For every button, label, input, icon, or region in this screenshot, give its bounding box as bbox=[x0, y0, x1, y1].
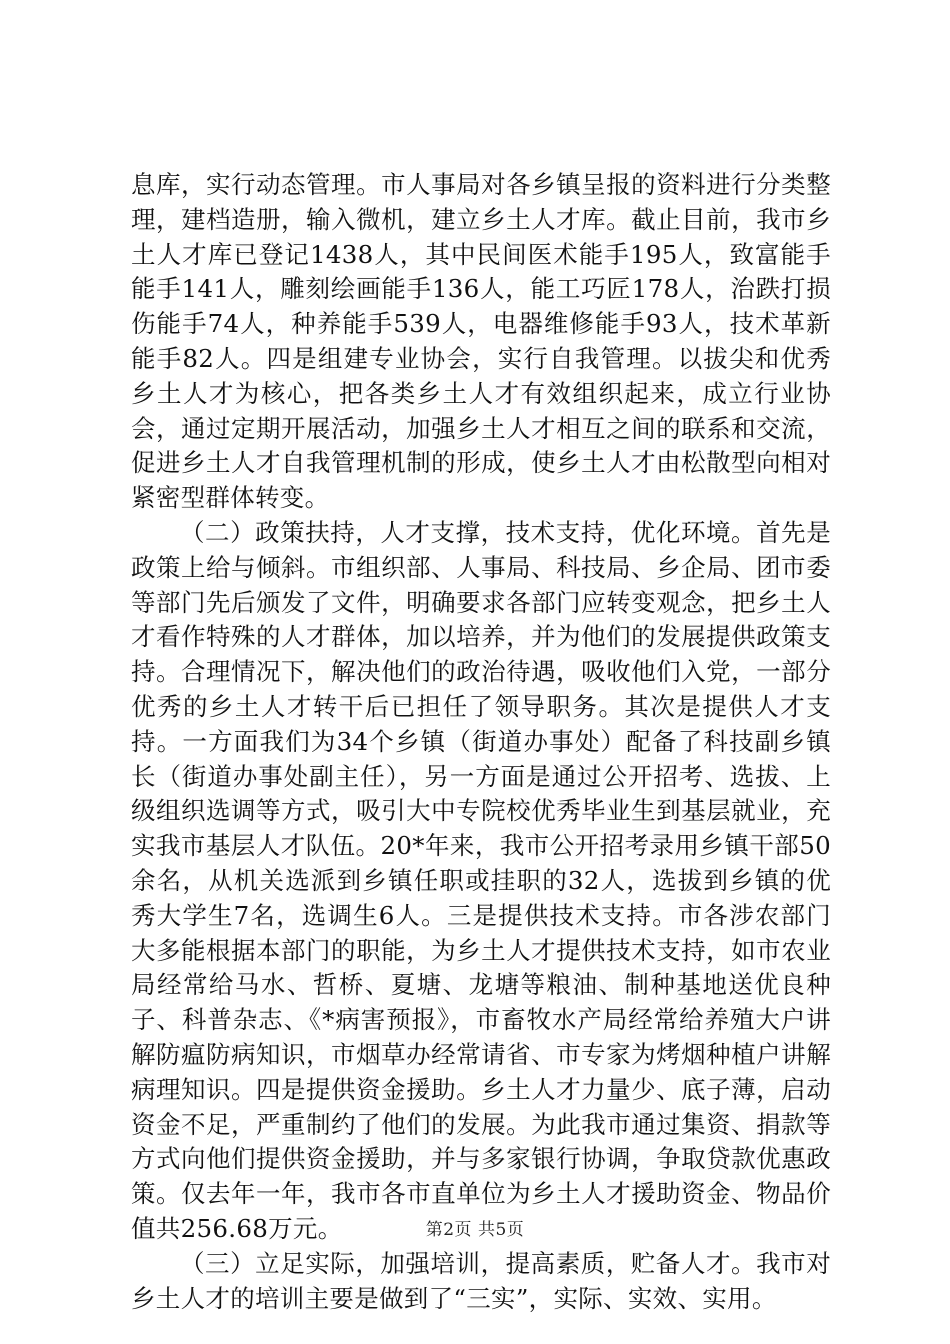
paragraph-2: （二）政策扶持，人才支撑，技术支持，优化环境。首先是政策上给与倾斜。市组织部、人事局、科技局、乡企局、团市委等部门先后颁发了文件，明确要求各部门应转变观念，把乡土人才看作特殊的人才群体，加以培养，并为他们的发展提供政策支持。合理情况下，解决他们的政治待遇，吸收他们入党，一部分优秀的乡土人才转干后已担任了领导职务。其次是提供人才支持。一方面我们为34个乡镇（街道办事处）配备了科技副乡镇长（街道办事处副主任），另一方面是通过公开招考、选拔、上级组织选调等方式，吸引大中专院校优秀毕业生到基层就业，充实我市基层人才队伍。20*年来，我市公开招考录用乡镇干部50余名，从机关选派到乡镇任职或挂职的32人，选拔到乡镇的优秀大学生7名，选调生6人。三是提供技术支持。市各涉农部门大多能根据本部门的职能，为乡土人才提供技术支持，如市农业局经常给马水、哲桥、夏塘、龙塘等粮油、制种基地送优良种子、科普杂志、《*病害预报》，市畜牧水产局经常给养殖大户讲解防瘟防病知识，市烟草办经常请省、市专家为烤烟种植户讲解病理知识。四是提供资金援助。乡土人才力量少、底子薄，启动资金不足，严重制约了他们的发展。为此我市通过集资、捐款等方式向他们提供资金援助，并与多家银行协调，争取贷款优惠政策。仅去年一年，我市各市直单位为乡土人才援助资金、物品价值共256.68万元。 bbox=[131, 517, 831, 1243]
page-footer: 第2页 共5页 bbox=[425, 1220, 525, 1240]
paragraph-1: 息库，实行动态管理。市人事局对各乡镇呈报的资料进行分类整理，建档造册，输入微机，建立乡土人才库。截止目前，我市乡土人才库已登记1438人，其中民间医术能手195人，致富能手能手141人，雕刻绘画能手136人，能工巧匠178人，治跌打损伤能手74人，种养能手539人，电器维修能手93人，技术革新能手82人。四是组建专业协会，实行自我管理。以拔尖和优秀乡土人才为核心，把各类乡土人才有效组织起来，成立行业协会，通过定期开展活动，加强乡土人才相互之间的联系和交流，促进乡土人才自我管理机制的形成，使乡土人才由松散型向相对紧密型群体转变。 bbox=[131, 170, 831, 513]
document-body bbox=[131, 168, 831, 1316]
paragraph-3: （三）立足实际，加强培训，提高素质，贮备人才。我市对乡土人才的培训主要是做到了“三实”，实际、实效、实用。 bbox=[131, 1248, 831, 1313]
